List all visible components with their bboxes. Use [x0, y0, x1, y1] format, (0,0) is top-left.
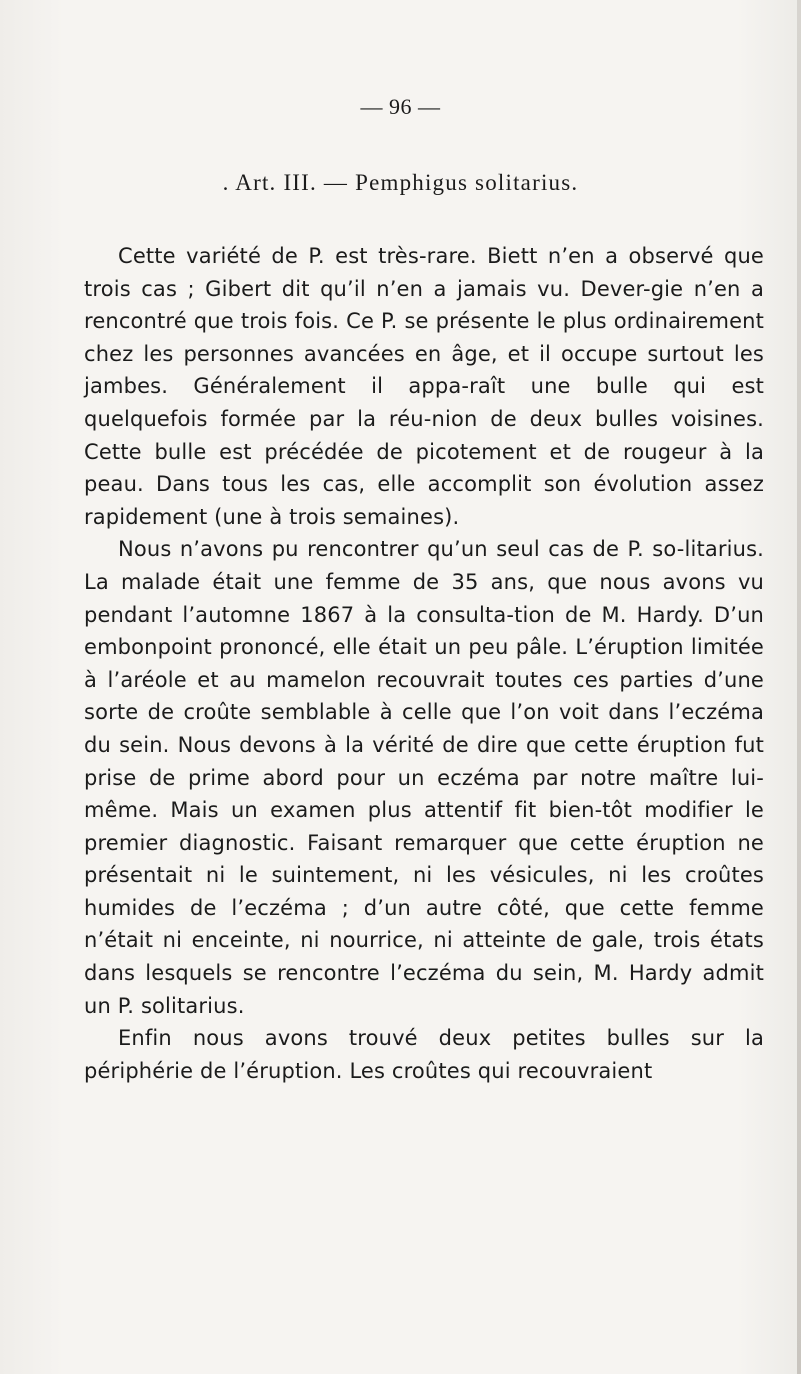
paragraph-2: Nous n’avons pu rencontrer qu’un seul cas de P. so-litarius. La malade était une femme de 35 ans, que nous avons vu pendant l’automne 1867 à la consulta-tion de M. Hardy. D’un embonpoint prononcé, elle était un peu pâle. L’éruption limitée à l’aréole et au mamelon recouvrait toutes ces parties d’une sorte de croûte semblable à celle que l’on voit dans l’eczéma du sein. Nous devons à la vérité de dire que cette éruption fut prise de prime abord pour un eczéma par notre maître lui-même. Mais un examen plus attentif fit bien-tôt modifier le premier diagnostic. Faisant remarquer que cette éruption ne présentait ni le suintement, ni les vésicules, ni les croûtes humides de l’eczéma ; d’un autre côté, que cette femme n’était ni enceinte, ni nourrice, ni atteinte de gale, trois états dans lesquels se rencontre l’eczéma du sein, M. Hardy admit un P. solitarius.	[84, 537, 764, 1018]
body-text	[84, 240, 764, 1087]
paragraph-1: Cette variété de P. est très-rare. Biett n’en a observé que trois cas ; Gibert dit qu’il n’en a jamais vu. Dever-gie n’en a rencontré que trois fois. Ce P. se présente le plus ordinairement chez les personnes avancées en âge, et il occupe surtout les jambes. Généralement il appa-raît une bulle qui est quelquefois formée par la réu-nion de deux bulles voisines. Cette bulle est précédée de picotement et de rougeur à la peau. Dans tous les cas, elle accomplit son évolution assez rapidement (une à trois semaines).	[84, 244, 764, 529]
paragraph-3: Enfin nous avons trouvé deux petites bulles sur la périphérie de l’éruption. Les croûtes qui recouvraient	[84, 1026, 764, 1083]
page-number: — 96 —	[360, 94, 441, 119]
section-heading: . Art. III. — Pemphigus solitarius.	[222, 170, 579, 195]
page-edge	[797, 0, 801, 1374]
